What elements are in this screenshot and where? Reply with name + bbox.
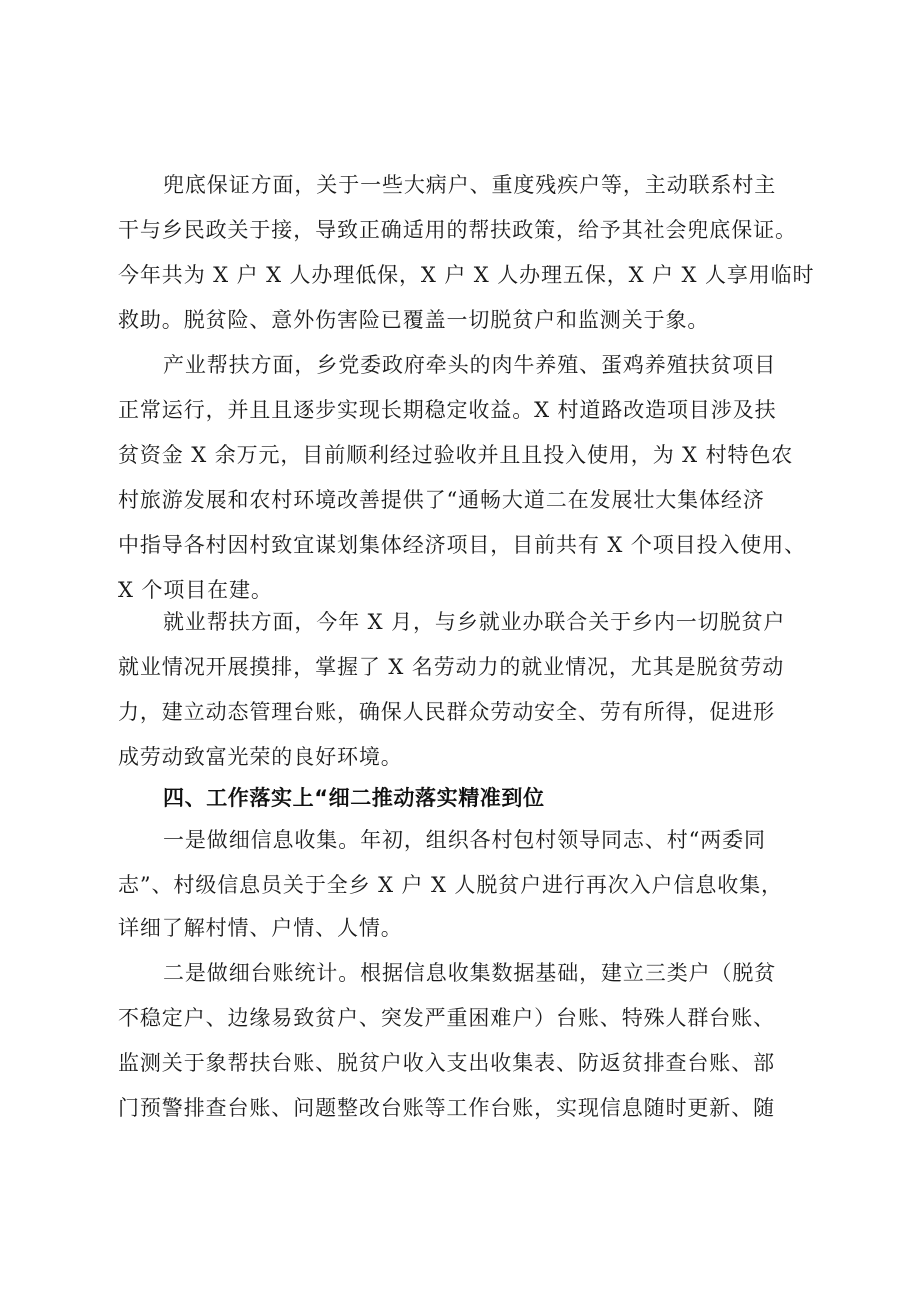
paragraph-3-line-4: 成劳动致富光荣的良好环境。 (118, 745, 403, 769)
paragraph-5-line-4: 门预警排查台账、问题整改台账等工作台账，实现信息随时更新、随 (118, 1096, 775, 1120)
paragraph-5-line-2: 不稳定户、边缘易致贫户、突发严重困难户）台账、特殊人群台账、 (118, 1006, 775, 1030)
paragraph-1-line-1: 兜底保证方面，关于一些大病户、重度残疾户等，主动联系村主 (163, 173, 777, 197)
paragraph-4-line-3: 详细了解村情、户情、人情。 (118, 916, 403, 940)
paragraph-1-line-2: 干与乡民政关于接，导致正确适用的帮扶政策，给予其社会兜底保证。 (118, 218, 797, 242)
paragraph-5-line-3: 监测关于象帮扶台账、脱贫户收入支出收集表、防返贫排查台账、部 (118, 1051, 775, 1075)
paragraph-2-line-5: 中指导各村因村致宜谋划集体经济项目，目前共有 X 个项目投入使用、 (118, 533, 806, 557)
paragraph-1-line-4: 救助。脱贫险、意外伤害险已覆盖一切脱贫户和监测关于象。 (118, 308, 710, 332)
paragraph-3-line-2: 就业情况开展摸排，掌握了 X 名劳动力的就业情况，尤其是脱贫劳动 (118, 655, 785, 679)
paragraph-4-line-1: 一是做细信息收集。年初，组织各村包村领导同志、村“两委同 (163, 828, 766, 852)
paragraph-2-line-2: 正常运行，并且且逐步实现长期稳定收益。X 村道路改造项目涉及扶 (118, 398, 777, 422)
paragraph-4-line-2: 志”、村级信息员关于全乡 X 户 X 人脱贫户进行再次入户信息收集， (118, 873, 783, 897)
paragraph-1-line-3: 今年共为 X 户 X 人办理低保，X 户 X 人办理五保，X 户 X 人享用临时 (118, 263, 815, 287)
paragraph-2-line-3: 贫资金 X 余万元，目前顺利经过验收并且且投入使用，为 X 村特色农 (118, 443, 794, 467)
paragraph-3-line-3: 力，建立动态管理台账，确保人民群众劳动安全、劳有所得，促进形 (118, 700, 775, 724)
paragraph-2-line-4: 村旅游发展和农村环境改善提供了“通畅大道二在发展壮大集体经济 (118, 488, 765, 512)
paragraph-5-line-1: 二是做细台账统计。根据信息收集数据基础，建立三类户（脱贫 (163, 961, 777, 985)
section-heading: 四、工作落实上“细二推动落实精准到位 (163, 786, 545, 810)
paragraph-3-line-1: 就业帮扶方面，今年 X 月，与乡就业办联合关于乡内一切脱贫户 (163, 610, 786, 634)
paragraph-2-line-1: 产业帮扶方面，乡党委政府牵头的肉牛养殖、蛋鸡养殖扶贫项目 (163, 353, 777, 377)
paragraph-2-line-6: X 个项目在建。 (118, 578, 273, 602)
